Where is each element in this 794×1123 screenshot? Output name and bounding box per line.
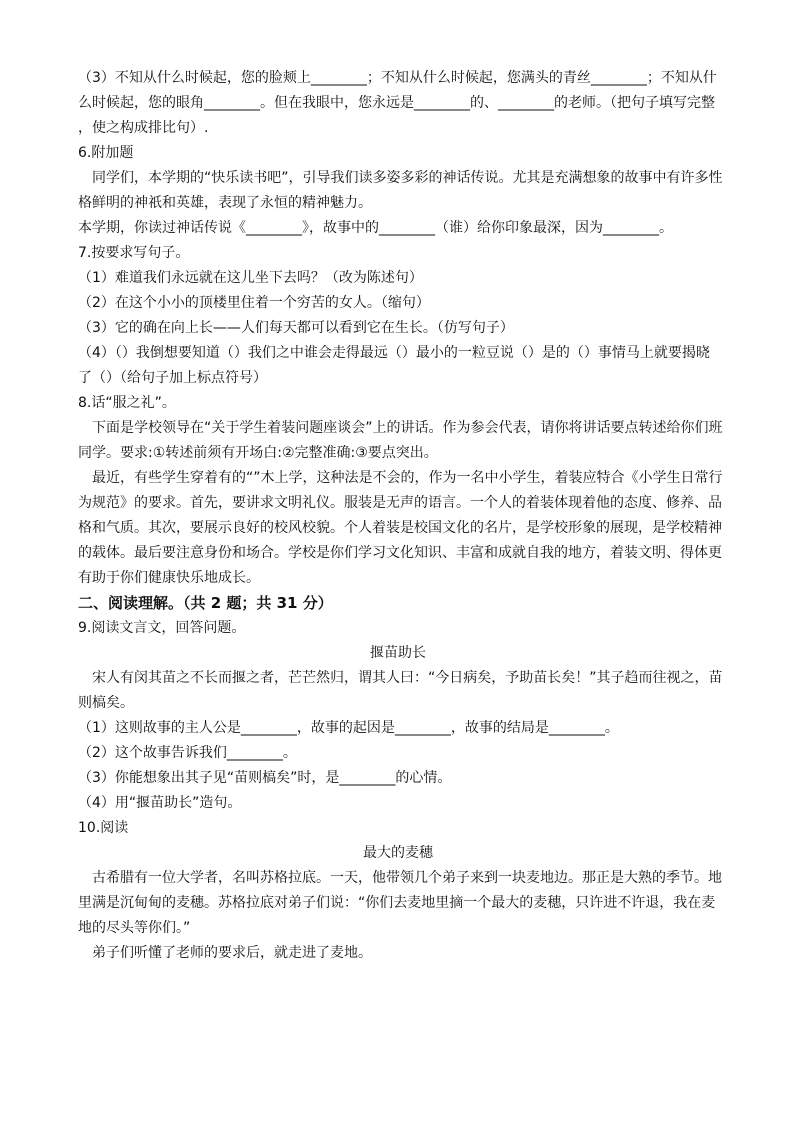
text-line: 同学。要求:①转述前须有开场白:②完整准确:③要点突出。	[78, 445, 438, 461]
text-line: 格和气质。其次，要展示良好的校风校貌。个人着装是校国文化的名片，是学校形象的展现，是学校精神	[78, 520, 722, 536]
text-line: （1）这则故事的主人公是________，故事的起因是________，故事的结局是________。	[78, 720, 619, 736]
text-line: （1）难道我们永远就在这儿坐下去吗？（改为陈述句）	[78, 270, 423, 286]
text-line: ，使之构成排比句）.	[78, 120, 209, 136]
question-heading: 9.阅读文言文，回答问题。	[78, 620, 246, 636]
question-heading: 10.阅读	[78, 820, 129, 836]
question-heading: 7.按要求写句子。	[78, 245, 190, 261]
text-line: 里满是沉甸甸的麦穗。苏格拉底对弟子们说：“你们去麦地里摘一个最大的麦穗，只许进不许退，我在麦	[78, 895, 716, 911]
text-line: （4）用“揠苗助长”造句。	[78, 795, 242, 811]
text-line: （2）这个故事告诉我们________。	[78, 745, 297, 761]
text-line: （3）你能想象出其子见“苗则槁矣”时，是________的心情。	[78, 770, 452, 786]
passage-title: 最大的麦穗	[363, 845, 433, 861]
document-page	[78, 66, 723, 966]
text-line: 格鲜明的神祇和英雄，表现了永恒的精神魅力。	[78, 195, 372, 211]
text-line: 古希腊有一位大学者，名叫苏格拉底。一天，他带领几个弟子来到一块麦地边。那正是大熟的季节。地	[92, 870, 722, 886]
text-line: 的载体。最后要注意身份和场合。学校是你们学习文化知识、丰富和成就自我的地方，着装文明、得体更	[78, 545, 722, 561]
text-line: （2）在这个小小的顶楼里住着一个穷苦的女人。（缩句）	[78, 295, 430, 311]
passage-title: 揠苗助长	[370, 645, 426, 661]
text-line: 有助于你们健康快乐地成长。	[78, 570, 260, 586]
text-line: 么时候起，您的眼角________。但在我眼中，您永远是________的、________的老师。（把句子填写完整	[78, 95, 715, 111]
text-line: 宋人有闵其苗之不长而揠之者，芒芒然归，谓其人曰：“今日病矣，予助苗长矣！”其子趋而往视之，苗	[92, 670, 723, 686]
text-line: （3）它的确在向上长——人们每天都可以看到它在生长。（仿写句子）	[78, 320, 514, 336]
text-line: 地的尽头等你们。”	[78, 920, 191, 936]
text-line: （4）（）我倒想要知道（）我们之中谁会走得最远（）最小的一粒豆说（）是的（）事情马上就要揭晓	[78, 345, 710, 361]
text-line: 下面是学校领导在“关于学生着装问题座谈会”上的讲话。作为参会代表，请你将讲话要点转述给你们班	[92, 420, 723, 436]
text-line: （3）不知从什么时候起，您的脸颊上________；不知从什么时候起，您满头的青丝________；不知从什	[78, 70, 717, 86]
text-line: 最近，有些学生穿着有的“”木上学，这种法是不会的，作为一名中小学生，着装应特合《小学生日常行	[92, 470, 723, 486]
text-line: 本学期，你读过神话传说《________》，故事中的________（谁）给你印象最深，因为________。	[78, 220, 673, 236]
text-line: 同学们，本学期的“快乐读书吧”，引导我们读多姿多彩的神话传说。尤其是充满想象的故事中有许多性	[92, 170, 723, 186]
text-line: 则槁矣。	[78, 695, 134, 711]
text-line: 为规范》的要求。首先，要讲求文明礼仪。服装是无声的语言。一个人的着装体现着他的态度、修养、品	[78, 495, 722, 511]
text-line: 弟子们听懂了老师的要求后，就走进了麦地。	[92, 945, 372, 961]
question-heading: 8.话“服之礼”。	[78, 395, 176, 411]
text-line: 了（）（给句子加上标点符号）	[78, 370, 267, 386]
section-heading: 二、阅读理解。（共 2 题；共 31 分）	[78, 594, 333, 612]
question-heading: 6.附加题	[78, 145, 134, 161]
